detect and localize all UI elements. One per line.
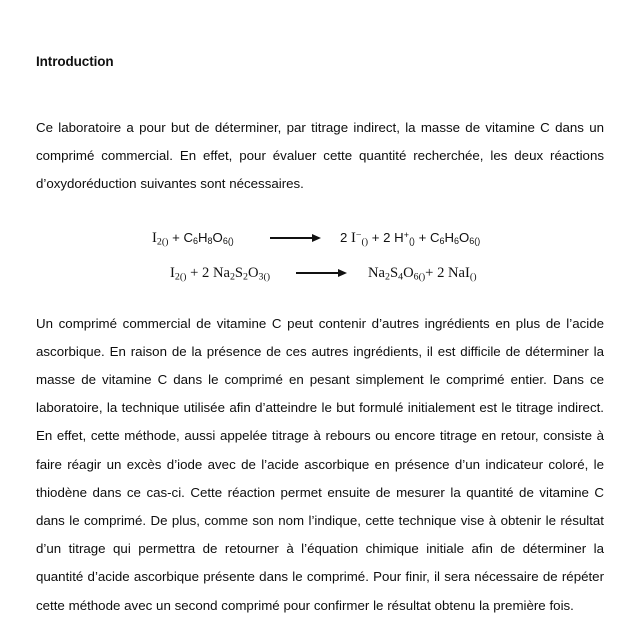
species-iodide-ion: $I^-_{()}$ [351,229,369,248]
equation-2-products [350,255,477,291]
state-symbol: () [179,271,187,283]
subscript: 2 [174,271,180,283]
state-symbol: () [418,271,426,283]
state-symbol: () [263,271,271,283]
state-symbol: () [474,236,481,247]
chemical-equations-block [36,199,604,290]
subscript: 2 [243,271,248,283]
chemical-equation-2 [152,255,604,290]
species-proton: $H^+_{()}$ [394,230,415,247]
state-symbol: () [469,271,477,283]
intro-paragraph: Ce laboratoire a pour but de déterminer, par titrage indirect, la masse de vitamine C dans un comprimé commercial. En effet, pour évaluer cette quantité recherchée, les deux réactions d’oxydoréduction suivantes sont nécessaires. [36,120,604,192]
chemical-equation-1 [152,220,604,255]
arrow-head [312,234,321,242]
subscript: 6 [193,236,199,247]
state-symbol: () [361,236,369,248]
subscript: 4 [398,271,404,283]
superscript-charge: − [355,229,362,241]
subscript: 6 [469,236,475,247]
species-sodium-thiosulfate: $Na_2S_2O_{3()}$ [212,265,271,283]
body-paragraph: Un comprimé commercial de vitamine C peut contenir d’autres ingrédients en plus de l’acide ascorbique. En raison de la présence de ces autres ingrédients, il est difficile de déterminer la masse de vitamine C dans le comprimé en pesant simplement le comprimé entier. Dans ce laboratoire, la technique utilisée afin d’atteindre le but formulé initialement est le titrage indirect. En effet, cette méthode, aussi appelée titrage à rebours ou encore titrage en retour, consiste à faire réagir un excès d’iode avec de l’acide ascorbique en présence d’un indicateur coloré, le thiodène dans ce cas-ci. Cette réaction permet ensuite de mesurer la quantité de vitamine C dans le comprimé. De plus, comme son nom l’indique, cette technique vise à obtenir le résultat d’un titrage qui permettra de retourner à l’équation chimique initiale afin de déterminer la quantité d’acide ascorbique présente dans le comprimé. Pour finir, il sera nécessaire de répéter cette méthode avec un second comprimé pour confirmer le résultat obtenu la première fois. [36,315,604,613]
subscript: 2 [229,271,235,283]
species-ascorbic-acid: $C_6H_8O_{6()}$ [183,230,234,247]
document-content [36,0,604,620]
species-sodium-tetrathionate: $Na_2S_4O_{6()}$ [368,265,426,283]
subscript: 3 [258,271,264,283]
arrow-shaft [270,237,314,238]
arrow-head [338,269,347,277]
species-iodine: $I_{2()}$ [170,265,187,283]
operator-plus: + [190,265,199,282]
page-title: Introduction [36,54,114,69]
subscript: 6 [222,236,228,247]
right-arrow-icon [296,268,348,278]
coefficient: 2 [383,230,391,246]
subscript: 2 [385,271,390,283]
subscript: 8 [207,236,213,247]
equation-1-products [324,220,480,256]
operator-plus: + [172,230,180,246]
state-symbol: () [227,236,234,247]
subscript: 6 [413,271,419,283]
subscript: 2 [156,236,162,248]
subscript: 6 [454,236,460,247]
subscript: 6 [439,236,445,247]
coefficient: 2 [437,265,445,282]
operator-plus: + [418,230,427,246]
coefficient: 2 [201,265,210,282]
state-symbol: () [161,236,169,248]
operator-plus: + [371,230,380,246]
equation-2-reactants [170,255,294,291]
species-iodine: $I_{2()}$ [152,230,169,248]
coefficient: 2 [340,230,348,246]
arrow-shaft [296,272,340,273]
species-dehydroascorbic-acid: $C_6H_6O_{6()}$ [429,230,481,247]
superscript-charge: + [403,230,409,241]
species-sodium-iodide: NaI$_{()}$ [448,265,477,283]
operator-plus: + [425,265,434,282]
right-arrow-icon [270,233,322,243]
state-symbol: () [408,236,415,247]
equation-1-reactants [152,220,268,256]
